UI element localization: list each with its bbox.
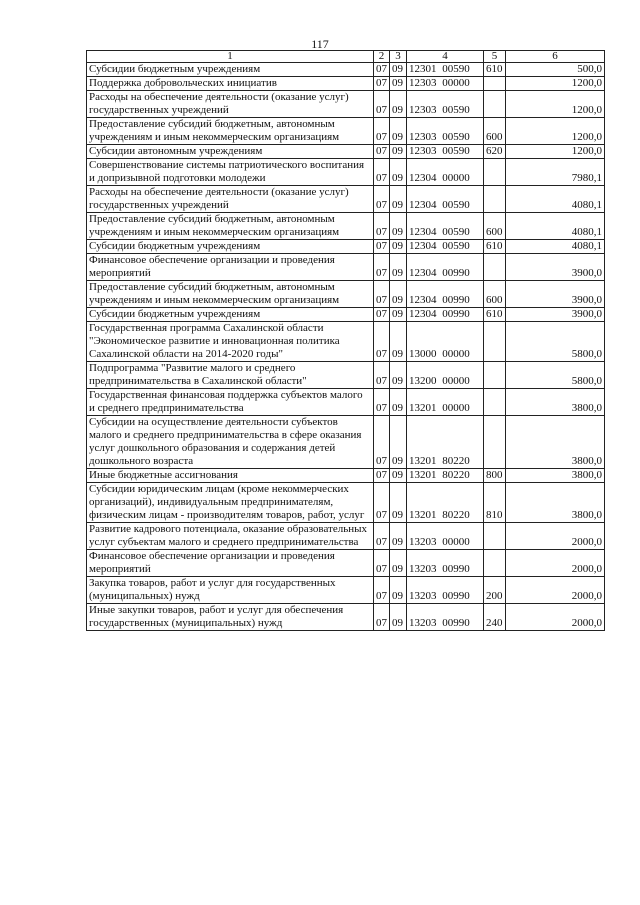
header-col-2: 2: [374, 51, 390, 63]
table-row: [87, 213, 605, 240]
row-amount-cell: 5800,0: [506, 362, 605, 389]
row-subsection-cell: 09: [390, 240, 407, 254]
row-section-cell: 07: [374, 322, 390, 362]
row-amount-cell: 2000,0: [506, 550, 605, 577]
row-section-cell: 07: [374, 186, 390, 213]
row-expense-type-cell: 240: [484, 604, 506, 631]
row-section-cell: 07: [374, 389, 390, 416]
table-header-row: [87, 51, 605, 63]
row-name-cell: Подпрограмма "Развитие малого и среднего предпринимательства в Сахалинской области": [87, 362, 374, 389]
row-amount-cell: 5800,0: [506, 322, 605, 362]
row-amount-cell: 2000,0: [506, 523, 605, 550]
row-section-cell: 07: [374, 118, 390, 145]
row-subsection-cell: 09: [390, 322, 407, 362]
row-target-article-cell: 13201 80220: [407, 469, 484, 483]
row-expense-type-cell: 200: [484, 577, 506, 604]
table-row: [87, 281, 605, 308]
row-expense-type-cell: [484, 362, 506, 389]
table-row: [87, 159, 605, 186]
row-amount-cell: 4080,1: [506, 213, 605, 240]
row-target-article-cell: 12303 00590: [407, 145, 484, 159]
row-name-cell: Государственная программа Сахалинской области "Экономическое развитие и инновационная политика Сахалинской области на 2014-2020 годы": [87, 322, 374, 362]
row-section-cell: 07: [374, 63, 390, 77]
row-subsection-cell: 09: [390, 145, 407, 159]
header-col-5: 5: [484, 51, 506, 63]
row-amount-cell: 3800,0: [506, 416, 605, 469]
row-target-article-cell: 12303 00590: [407, 118, 484, 145]
table-row: [87, 523, 605, 550]
table-row: [87, 77, 605, 91]
row-amount-cell: 3900,0: [506, 308, 605, 322]
row-section-cell: 07: [374, 416, 390, 469]
row-target-article-cell: 12304 00990: [407, 281, 484, 308]
table-row: [87, 322, 605, 362]
row-name-cell: Субсидии бюджетным учреждениям: [87, 308, 374, 322]
row-section-cell: 07: [374, 213, 390, 240]
table-row: [87, 186, 605, 213]
row-target-article-cell: 12304 00590: [407, 186, 484, 213]
row-name-cell: Субсидии автономным учреждениям: [87, 145, 374, 159]
header-col-6: 6: [506, 51, 605, 63]
row-target-article-cell: 12303 00000: [407, 77, 484, 91]
row-target-article-cell: 12304 00590: [407, 213, 484, 240]
table-row: [87, 416, 605, 469]
row-name-cell: Субсидии на осуществление деятельности субъектов малого и среднего предпринимательства в сфере оказания услуг дошкольного образования и содержания детей дошкольного возраста: [87, 416, 374, 469]
row-name-cell: Предоставление субсидий бюджетным, автономным учреждениям и иным некоммерческим организациям: [87, 213, 374, 240]
row-target-article-cell: 13203 00990: [407, 604, 484, 631]
row-subsection-cell: 09: [390, 159, 407, 186]
table-row: [87, 389, 605, 416]
row-target-article-cell: 13203 00000: [407, 523, 484, 550]
row-subsection-cell: 09: [390, 254, 407, 281]
row-amount-cell: 1200,0: [506, 145, 605, 159]
table-body: [87, 63, 605, 631]
row-amount-cell: 500,0: [506, 63, 605, 77]
row-target-article-cell: 13203 00990: [407, 577, 484, 604]
row-section-cell: 07: [374, 77, 390, 91]
row-section-cell: 07: [374, 281, 390, 308]
row-section-cell: 07: [374, 523, 390, 550]
row-subsection-cell: 09: [390, 118, 407, 145]
row-subsection-cell: 09: [390, 550, 407, 577]
table-row: [87, 550, 605, 577]
row-name-cell: Субсидии юридическим лицам (кроме некоммерческих организаций), индивидуальным предпринимателям, физическим лицам - производителям товаров, работ, услуг: [87, 483, 374, 523]
row-subsection-cell: 09: [390, 308, 407, 322]
row-target-article-cell: 13201 00000: [407, 389, 484, 416]
table-row: [87, 604, 605, 631]
row-expense-type-cell: [484, 159, 506, 186]
row-expense-type-cell: 800: [484, 469, 506, 483]
row-amount-cell: 4080,1: [506, 186, 605, 213]
row-name-cell: Предоставление субсидий бюджетным, автономным учреждениям и иным некоммерческим организациям: [87, 118, 374, 145]
row-section-cell: 07: [374, 145, 390, 159]
header-col-4: 4: [407, 51, 484, 63]
table-row: [87, 240, 605, 254]
table-row: [87, 118, 605, 145]
row-target-article-cell: 12301 00590: [407, 63, 484, 77]
row-target-article-cell: 13203 00990: [407, 550, 484, 577]
header-col-1: 1: [87, 51, 374, 63]
row-amount-cell: 3900,0: [506, 254, 605, 281]
row-amount-cell: 3800,0: [506, 469, 605, 483]
row-section-cell: 07: [374, 577, 390, 604]
row-expense-type-cell: 600: [484, 118, 506, 145]
table-row: [87, 91, 605, 118]
row-section-cell: 07: [374, 159, 390, 186]
row-name-cell: Государственная финансовая поддержка субъектов малого и среднего предпринимательства: [87, 389, 374, 416]
row-amount-cell: 4080,1: [506, 240, 605, 254]
row-expense-type-cell: 610: [484, 63, 506, 77]
row-expense-type-cell: 600: [484, 213, 506, 240]
table-row: [87, 483, 605, 523]
row-target-article-cell: 12303 00590: [407, 91, 484, 118]
table-row: [87, 362, 605, 389]
table-row: [87, 145, 605, 159]
row-section-cell: 07: [374, 604, 390, 631]
budget-table: [86, 50, 605, 631]
row-target-article-cell: 13201 80220: [407, 483, 484, 523]
row-name-cell: Субсидии бюджетным учреждениям: [87, 240, 374, 254]
row-name-cell: Закупка товаров, работ и услуг для государственных (муниципальных) нужд: [87, 577, 374, 604]
row-target-article-cell: 12304 00990: [407, 254, 484, 281]
row-section-cell: 07: [374, 91, 390, 118]
row-subsection-cell: 09: [390, 604, 407, 631]
row-name-cell: Финансовое обеспечение организации и проведения мероприятий: [87, 254, 374, 281]
row-subsection-cell: 09: [390, 389, 407, 416]
row-name-cell: Поддержка добровольческих инициатив: [87, 77, 374, 91]
row-section-cell: 07: [374, 240, 390, 254]
row-expense-type-cell: [484, 322, 506, 362]
table-row: [87, 469, 605, 483]
row-expense-type-cell: [484, 186, 506, 213]
row-section-cell: 07: [374, 483, 390, 523]
row-expense-type-cell: [484, 254, 506, 281]
row-subsection-cell: 09: [390, 483, 407, 523]
header-col-3: 3: [390, 51, 407, 63]
row-subsection-cell: 09: [390, 213, 407, 240]
row-subsection-cell: 09: [390, 523, 407, 550]
row-name-cell: Развитие кадрового потенциала, оказание образовательных услуг субъектам малого и среднего предпринимательства: [87, 523, 374, 550]
row-expense-type-cell: [484, 91, 506, 118]
row-name-cell: Финансовое обеспечение организации и проведения мероприятий: [87, 550, 374, 577]
row-amount-cell: 2000,0: [506, 577, 605, 604]
row-name-cell: Субсидии бюджетным учреждениям: [87, 63, 374, 77]
row-amount-cell: 1200,0: [506, 118, 605, 145]
row-expense-type-cell: 610: [484, 308, 506, 322]
row-name-cell: Расходы на обеспечение деятельности (оказание услуг) государственных учреждений: [87, 186, 374, 213]
row-section-cell: 07: [374, 469, 390, 483]
row-amount-cell: 3800,0: [506, 483, 605, 523]
row-target-article-cell: 13201 80220: [407, 416, 484, 469]
row-subsection-cell: 09: [390, 77, 407, 91]
row-subsection-cell: 09: [390, 577, 407, 604]
row-section-cell: 07: [374, 308, 390, 322]
row-name-cell: Иные бюджетные ассигнования: [87, 469, 374, 483]
row-section-cell: 07: [374, 254, 390, 281]
row-target-article-cell: 13000 00000: [407, 322, 484, 362]
row-amount-cell: 2000,0: [506, 604, 605, 631]
row-target-article-cell: 12304 00000: [407, 159, 484, 186]
row-name-cell: Иные закупки товаров, работ и услуг для обеспечения государственных (муниципальных) нужд: [87, 604, 374, 631]
row-expense-type-cell: [484, 416, 506, 469]
page-number: 117: [311, 37, 329, 51]
row-subsection-cell: 09: [390, 281, 407, 308]
row-expense-type-cell: [484, 550, 506, 577]
row-amount-cell: 1200,0: [506, 77, 605, 91]
row-subsection-cell: 09: [390, 186, 407, 213]
table-row: [87, 308, 605, 322]
row-subsection-cell: 09: [390, 63, 407, 77]
row-target-article-cell: 13200 00000: [407, 362, 484, 389]
row-target-article-cell: 12304 00590: [407, 240, 484, 254]
row-name-cell: Предоставление субсидий бюджетным, автономным учреждениям и иным некоммерческим организациям: [87, 281, 374, 308]
row-subsection-cell: 09: [390, 91, 407, 118]
row-section-cell: 07: [374, 362, 390, 389]
row-amount-cell: 7980,1: [506, 159, 605, 186]
row-expense-type-cell: [484, 389, 506, 416]
table-row: [87, 254, 605, 281]
row-expense-type-cell: 810: [484, 483, 506, 523]
row-expense-type-cell: [484, 523, 506, 550]
row-amount-cell: 3800,0: [506, 389, 605, 416]
row-name-cell: Расходы на обеспечение деятельности (оказание услуг) государственных учреждений: [87, 91, 374, 118]
row-amount-cell: 1200,0: [506, 91, 605, 118]
table-row: [87, 577, 605, 604]
row-expense-type-cell: 610: [484, 240, 506, 254]
row-subsection-cell: 09: [390, 362, 407, 389]
row-name-cell: Совершенствование системы патриотического воспитания и допризывной подготовки молодежи: [87, 159, 374, 186]
row-subsection-cell: 09: [390, 416, 407, 469]
row-expense-type-cell: [484, 77, 506, 91]
row-expense-type-cell: 600: [484, 281, 506, 308]
row-section-cell: 07: [374, 550, 390, 577]
row-subsection-cell: 09: [390, 469, 407, 483]
row-amount-cell: 3900,0: [506, 281, 605, 308]
row-target-article-cell: 12304 00990: [407, 308, 484, 322]
table-row: [87, 63, 605, 77]
row-expense-type-cell: 620: [484, 145, 506, 159]
